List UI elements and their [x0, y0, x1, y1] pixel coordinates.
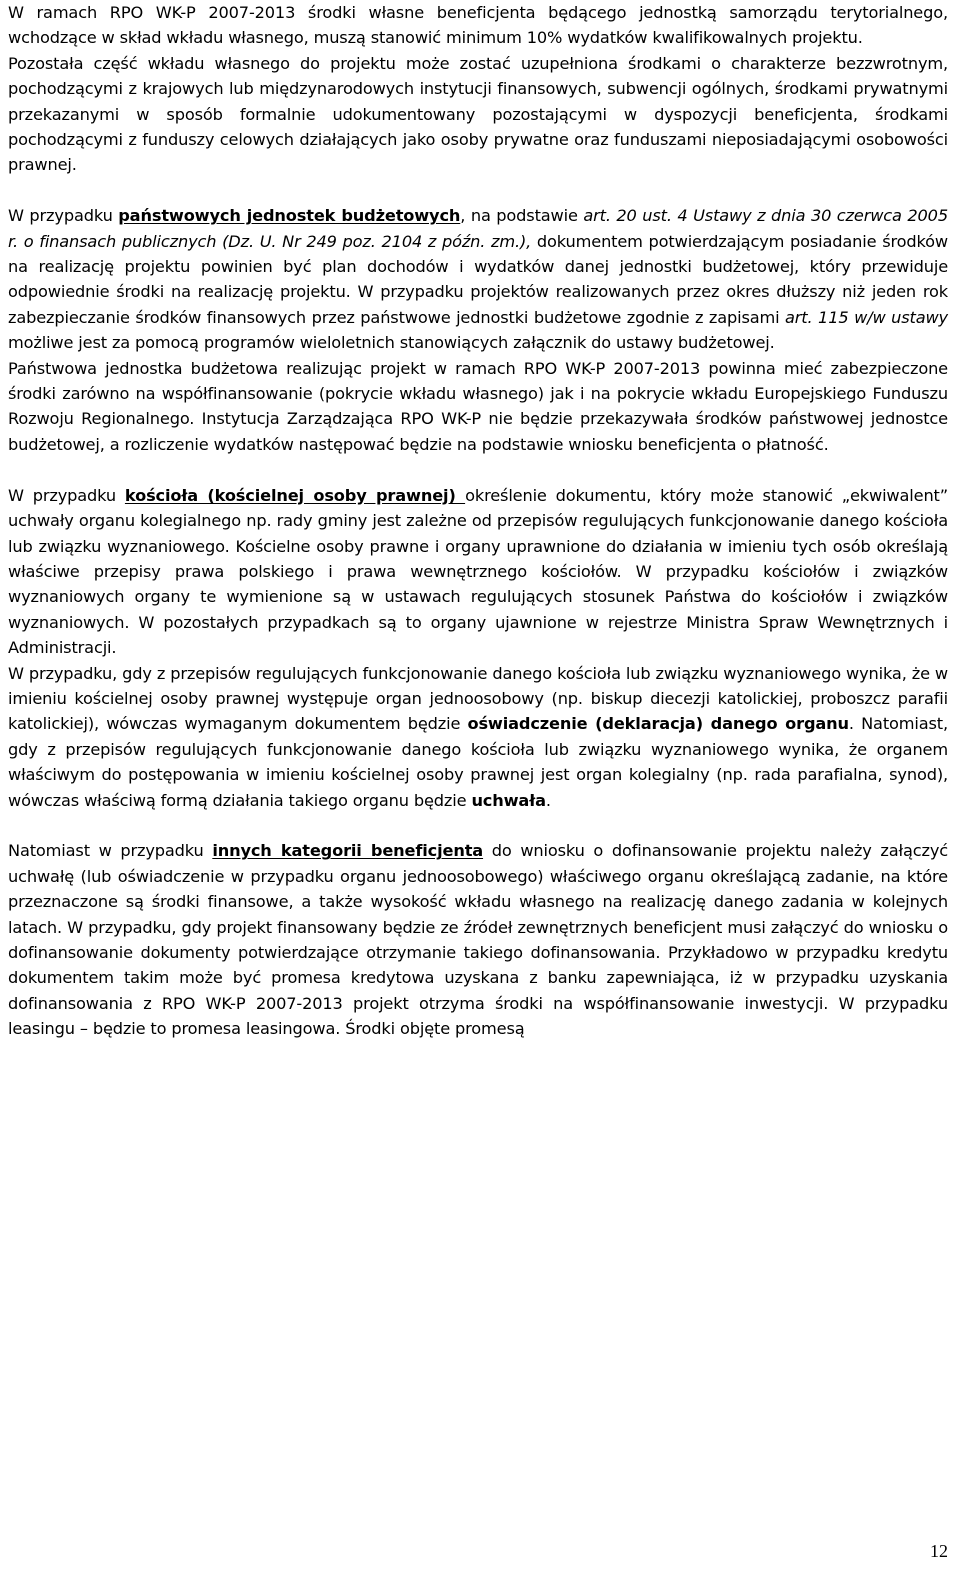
paragraph-remaining-contribution: Pozostała część wkładu własnego do projektu może zostać uzupełniona środkami o charakterze bezzwrotnym, pochodzącymi z krajowych lub międzynarodowych instytucji finansowych, subwencji ogólnych, środkami prywatnymi przekazanymi w sposób formalnie udokumentowany pozostającymi w dyspozycji beneficjenta, środkami pochodzącymi z funduszy celowych działających jako osoby prywatne oraz funduszami nieposiadającymi osobowości prawnej.: [8, 53, 948, 175]
paragraph-state-unit-funding: Państwowa jednostka budżetowa realizując projekt w ramach RPO WK-P 2007-2013 powinna mieć zabezpieczone środki zarówno na współfinansowanie (pokrycie wkładu własnego) jak i na pokrycie wkładu Europejskiego Funduszu Rozwoju Regionalnego. Instytucja Zarządzająca RPO WK-P nie będzie przekazywała środków państwowej jednostce budżetowej, a rozliczenie wydatków następować będzie na podstawie wniosku beneficjenta o płatność.: [8, 358, 948, 454]
paragraph-state-budget-units: W przypadku państwowych jednostek budżetowych, na podstawie art. 20 ust. 4 Ustawy z dnia 30 czerwca 2005 r. o finansach publicznych (Dz. U. Nr 249 poz. 2104 z późn. zm.), dokumentem potwierdzającym posiadanie środków na realizację projektu powinien być plan dochodów i wydatków danej jednostki budżetowej, który przewiduje odpowiednie środki na realizację projektu. W przypadku projektów realizowanych przez okres dłuższy niż jeden rok zabezpieczanie środków finansowych przez państwowe jednostki budżetowe zgodnie z zapisami art. 115 w/w ustawy możliwe jest za pomocą programów wieloletnich stanowiących załącznik do ustawy budżetowej.: [8, 206, 948, 353]
term-resolution: uchwała: [471, 790, 546, 810]
paragraph-spacer: [8, 457, 948, 482]
term-other-beneficiaries: innych kategorii beneficjenta: [212, 841, 484, 861]
term-state-budget-units: państwowych jednostek budżetowych: [118, 206, 461, 226]
paragraph-other-beneficiaries: Natomiast w przypadku innych kategorii beneficjenta do wniosku o dofinansowanie projektu należy załączyć uchwałę (lub oświadczenie w przypadku organu jednoosobowego) właściwego organu określającą zadanie, na które przeznaczone są środki finansowe, a także wysokość wkładu własnego na realizację danego zadania w kolejnych latach. W przypadku, gdy projekt finansowany będzie ze źródeł zewnętrznych beneficjent musi załączyć do wniosku o dofinansowanie dokumenty potwierdzające otrzymanie takiego dofinansowania. Przykładowo w przypadku kredytu dokumentem takim może być promesa kredytowa uzyskana z banku zapewniająca, iż w przypadku uzyskania dofinansowania z RPO WK-P 2007-2013 projekt otrzyma środki na współfinansowanie inwestycji. W przypadku leasingu – będzie to promesa leasingowa. Środki objęte promesą: [8, 841, 948, 1039]
paragraph-spacer: [8, 813, 948, 838]
paragraph-church: W przypadku kościoła (kościelnej osoby prawnej) określenie dokumentu, który może stanowić „ekwiwalent” uchwały organu kolegialnego np. rady gminy jest zależne od przepisów regulujących funkcjonowanie danego kościoła lub związku wyznaniowego. Kościelne osoby prawne i organy uprawnione do działania w imieniu tych osób określają właściwe przepisy prawa polskiego i prawa wewnętrznego kościołów. W przypadku kościołów i związków wyznaniowych organy te wymienione są w ustawach regulujących stosunek Państwa do kościołów i związków wyznaniowych. W pozostałych przypadkach są to organy ujawnione w rejestrze Ministra Spraw Wewnętrznych i Administracji.: [8, 485, 948, 658]
legal-reference-art115: art. 115 w/w ustawy: [785, 307, 948, 327]
legal-reference: art. 20 ust. 4 Ustawy z dnia 30 czerwca 2005 r. o finansach publicznych (Dz. U. Nr 249 poz. 2104 z późn. zm.),: [8, 206, 948, 251]
term-declaration: oświadczenie (deklaracja) danego organu: [467, 714, 849, 734]
paragraph-own-funds-minimum: W ramach RPO WK-P 2007-2013 środki własne beneficjenta będącego jednostką samorządu terytorialnego, wchodzące w skład wkładu własnego, muszą stanowić minimum 10% wydatków kwalifikowalnych projektu.: [8, 3, 948, 48]
document-page: [8, 0, 948, 1042]
page-number: 12: [930, 1541, 948, 1561]
paragraph-spacer: [8, 178, 948, 203]
paragraph-church-organs: W przypadku, gdy z przepisów regulujących funkcjonowanie danego kościoła lub związku wyznaniowego wynika, że w imieniu kościelnej osoby prawnej występuje organ jednoosobowy (np. biskup diecezji katolickiej, proboszcz parafii katolickiej), wówczas wymaganym dokumentem będzie oświadczenie (deklaracja) danego organu. Natomiast, gdy z przepisów regulujących funkcjonowanie danego kościoła lub związku wyznaniowego wynika, że organem właściwym do postępowania w imieniu kościelnej osoby prawnej jest organ kolegialny (np. rada parafialna, synod), wówczas właściwą formą działania takiego organu będzie uchwała.: [8, 663, 948, 810]
term-church: kościoła (kościelnej osoby prawnej): [124, 485, 466, 505]
